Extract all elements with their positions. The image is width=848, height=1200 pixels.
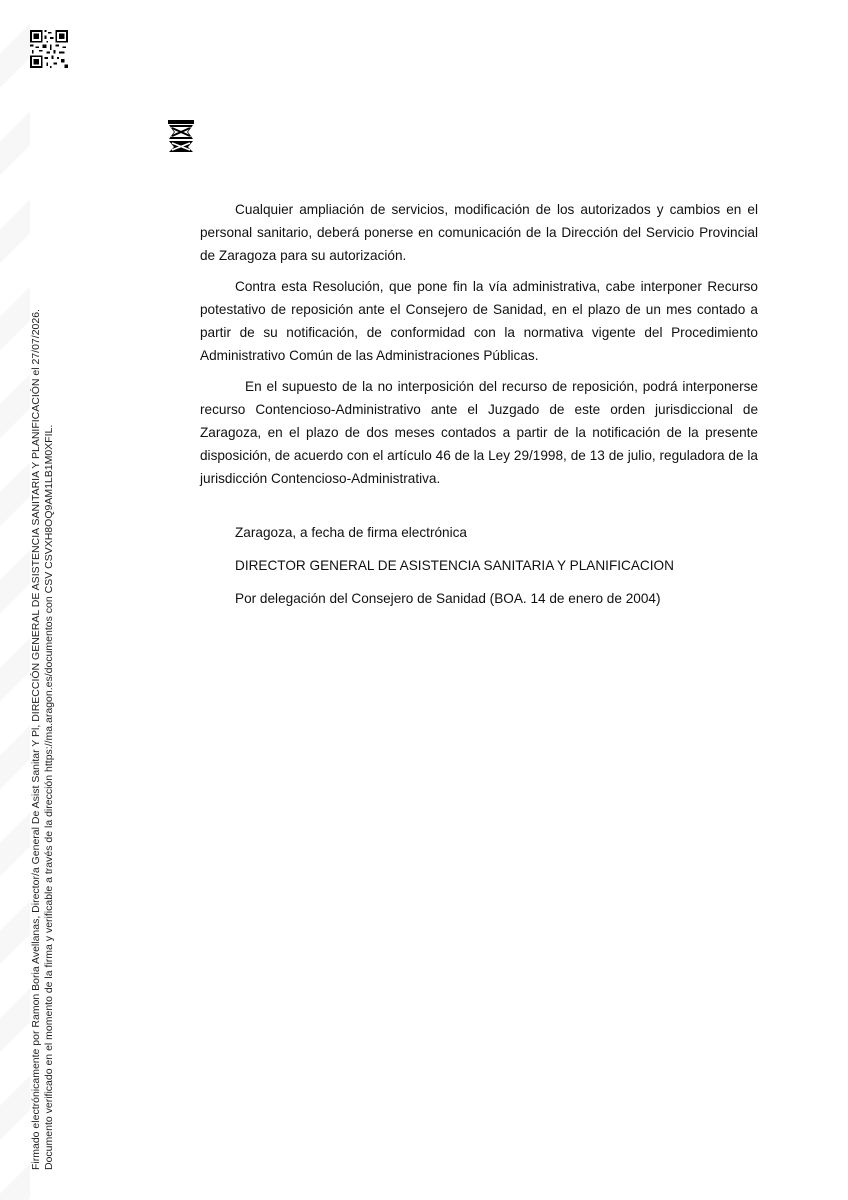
signature-stamp-line-1: Firmado electrónicamente por Ramon Boria Avellanas, Director/a General De Asist Sanitar Y Pl, DIRECCIÓN GENERAL DE ASISTENCIA SANITARIA Y PLANIFICACIÓN el 27/07/2026. (30, 309, 42, 1170)
aragon-logo-icon (166, 118, 196, 154)
electronic-signature-stamp (30, 309, 56, 1170)
document-body (200, 198, 758, 498)
paragraph-reposition-appeal: Contra esta Resolución, que pone fin la vía administrativa, cabe interponer Recurso potestativo de reposición ante el Consejero de Sanidad, en el plazo de un mes contado a partir de su notificación, de conformidad con la normativa vigente del Procedimiento Administrativo Común de las Administraciones Públicas. (200, 279, 758, 363)
paragraph-contentious-appeal: En el supuesto de la no interposición del recurso de reposición, podrá interponerse recurso Contencioso-Administrativo ante el Juzgado de este orden jurisdiccional de Zaragoza, en el plazo de dos meses contados a partir de la notificación de la presente disposición, de acuerdo con el artículo 46 de la Ley 29/1998, de 13 de julio, reguladora de la jurisdicción Contencioso-Administrativa. (200, 379, 758, 486)
signer-title: DIRECTOR GENERAL DE ASISTENCIA SANITARIA Y PLANIFICACION (235, 558, 674, 573)
paragraph-services-changes: Cualquier ampliación de servicios, modificación de los autorizados y cambios en el personal sanitario, deberá ponerse en comunicación de la Dirección del Servicio Provincial de Zaragoza para su autorización. (200, 202, 758, 263)
signature-stamp-line-2: Documento verificado en el momento de la firma y verificable a través de la dirección https://ma.aragon.es/documentos con CSV CSVXH8OQ9AM1LB1M0XFIL. (43, 424, 55, 1170)
signature-delegation: Por delegación del Consejero de Sanidad (BOA. 14 de enero de 2004) (235, 591, 661, 606)
left-decorative-band (0, 0, 30, 1200)
signature-place-date: Zaragoza, a fecha de firma electrónica (235, 525, 467, 540)
qr-code-icon (30, 30, 68, 68)
signature-block (235, 522, 775, 621)
